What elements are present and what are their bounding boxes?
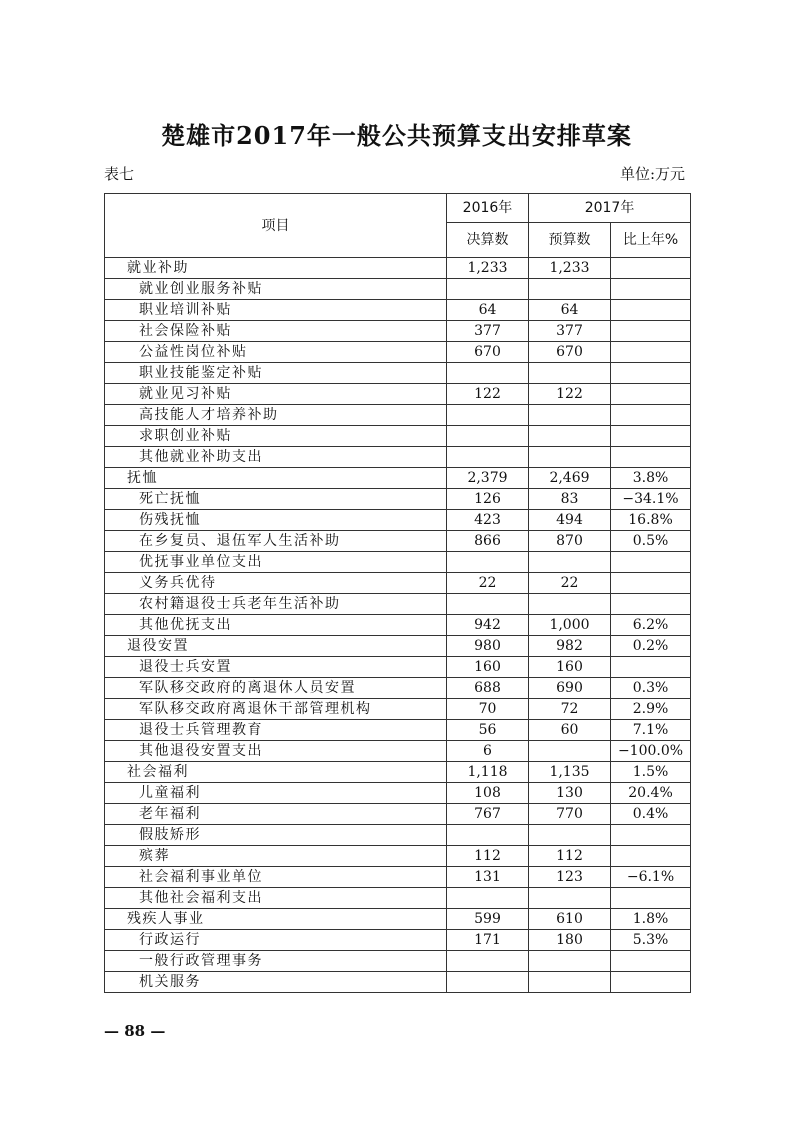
- row-change-pct: −100.0%: [611, 741, 691, 762]
- header-budget: 预算数: [529, 223, 611, 258]
- row-change-pct: 1.8%: [611, 909, 691, 930]
- row-budget-2017: 83: [529, 489, 611, 510]
- table-row: [105, 951, 691, 972]
- row-change-pct: 0.3%: [611, 678, 691, 699]
- row-budget-2017: [529, 972, 611, 993]
- table-row: [105, 972, 691, 993]
- table-row: [105, 657, 691, 678]
- row-actual-2016: 1,233: [447, 258, 529, 279]
- row-name: 机关服务: [105, 972, 447, 993]
- row-budget-2017: [529, 405, 611, 426]
- table-row: [105, 258, 691, 279]
- table-row: [105, 720, 691, 741]
- header-2016: 2016年: [447, 194, 529, 223]
- row-actual-2016: [447, 594, 529, 615]
- row-budget-2017: 1,135: [529, 762, 611, 783]
- table-row: [105, 804, 691, 825]
- table-row: [105, 384, 691, 405]
- row-budget-2017: [529, 363, 611, 384]
- header-item: 项目: [105, 194, 447, 258]
- row-budget-2017: 112: [529, 846, 611, 867]
- row-actual-2016: [447, 972, 529, 993]
- row-change-pct: [611, 552, 691, 573]
- row-budget-2017: 377: [529, 321, 611, 342]
- row-actual-2016: 377: [447, 321, 529, 342]
- header-actual: 决算数: [447, 223, 529, 258]
- row-actual-2016: [447, 825, 529, 846]
- row-name: 求职创业补贴: [105, 426, 447, 447]
- row-actual-2016: [447, 888, 529, 909]
- row-budget-2017: 870: [529, 531, 611, 552]
- row-actual-2016: 56: [447, 720, 529, 741]
- table-row: [105, 888, 691, 909]
- row-budget-2017: [529, 279, 611, 300]
- row-budget-2017: 180: [529, 930, 611, 951]
- row-name: 职业技能鉴定补贴: [105, 363, 447, 384]
- row-budget-2017: 123: [529, 867, 611, 888]
- row-budget-2017: 982: [529, 636, 611, 657]
- row-actual-2016: 599: [447, 909, 529, 930]
- row-budget-2017: 60: [529, 720, 611, 741]
- table-row: [105, 552, 691, 573]
- row-budget-2017: [529, 825, 611, 846]
- row-budget-2017: 64: [529, 300, 611, 321]
- row-change-pct: 6.2%: [611, 615, 691, 636]
- row-change-pct: [611, 300, 691, 321]
- row-budget-2017: 770: [529, 804, 611, 825]
- table-row: [105, 279, 691, 300]
- row-actual-2016: 64: [447, 300, 529, 321]
- row-change-pct: [611, 321, 691, 342]
- table-row: [105, 342, 691, 363]
- row-name: 退役士兵安置: [105, 657, 447, 678]
- table-row: [105, 825, 691, 846]
- table-number: 表七: [104, 165, 135, 183]
- row-actual-2016: 866: [447, 531, 529, 552]
- row-actual-2016: [447, 363, 529, 384]
- row-actual-2016: 22: [447, 573, 529, 594]
- row-name: 假肢矫形: [105, 825, 447, 846]
- row-actual-2016: [447, 951, 529, 972]
- row-name: 老年福利: [105, 804, 447, 825]
- row-name: 就业创业服务补贴: [105, 279, 447, 300]
- row-budget-2017: 690: [529, 678, 611, 699]
- row-name: 残疾人事业: [105, 909, 447, 930]
- row-budget-2017: [529, 951, 611, 972]
- row-actual-2016: 980: [447, 636, 529, 657]
- row-change-pct: 20.4%: [611, 783, 691, 804]
- row-budget-2017: 72: [529, 699, 611, 720]
- row-change-pct: 7.1%: [611, 720, 691, 741]
- row-change-pct: [611, 972, 691, 993]
- table-row: [105, 909, 691, 930]
- row-change-pct: 0.5%: [611, 531, 691, 552]
- row-change-pct: [611, 573, 691, 594]
- table-row: [105, 867, 691, 888]
- row-name: 社会福利事业单位: [105, 867, 447, 888]
- page-number: — 88 —: [104, 1022, 166, 1040]
- row-change-pct: [611, 594, 691, 615]
- row-actual-2016: 942: [447, 615, 529, 636]
- row-change-pct: −34.1%: [611, 489, 691, 510]
- row-name: 伤残抚恤: [105, 510, 447, 531]
- row-name: 军队移交政府的离退休人员安置: [105, 678, 447, 699]
- row-change-pct: [611, 888, 691, 909]
- row-change-pct: 3.8%: [611, 468, 691, 489]
- row-budget-2017: 670: [529, 342, 611, 363]
- row-change-pct: 0.4%: [611, 804, 691, 825]
- row-change-pct: [611, 384, 691, 405]
- row-change-pct: −6.1%: [611, 867, 691, 888]
- row-name: 优抚事业单位支出: [105, 552, 447, 573]
- row-change-pct: 0.2%: [611, 636, 691, 657]
- row-change-pct: [611, 258, 691, 279]
- row-budget-2017: 610: [529, 909, 611, 930]
- row-change-pct: 5.3%: [611, 930, 691, 951]
- row-name: 儿童福利: [105, 783, 447, 804]
- table-row: [105, 594, 691, 615]
- row-name: 其他社会福利支出: [105, 888, 447, 909]
- row-budget-2017: [529, 426, 611, 447]
- row-budget-2017: 130: [529, 783, 611, 804]
- row-budget-2017: [529, 741, 611, 762]
- table-row: [105, 426, 691, 447]
- row-actual-2016: 131: [447, 867, 529, 888]
- budget-table: [104, 193, 691, 993]
- row-actual-2016: 108: [447, 783, 529, 804]
- table-row: [105, 930, 691, 951]
- row-change-pct: 16.8%: [611, 510, 691, 531]
- table-row: [105, 321, 691, 342]
- row-actual-2016: [447, 552, 529, 573]
- row-change-pct: 1.5%: [611, 762, 691, 783]
- table-row: [105, 447, 691, 468]
- row-actual-2016: 423: [447, 510, 529, 531]
- row-name: 农村籍退役士兵老年生活补助: [105, 594, 447, 615]
- row-name: 退役安置: [105, 636, 447, 657]
- row-name: 其他就业补助支出: [105, 447, 447, 468]
- row-actual-2016: 126: [447, 489, 529, 510]
- row-actual-2016: [447, 405, 529, 426]
- row-name: 就业补助: [105, 258, 447, 279]
- row-name: 义务兵优待: [105, 573, 447, 594]
- row-change-pct: [611, 363, 691, 384]
- row-change-pct: [611, 951, 691, 972]
- row-actual-2016: 122: [447, 384, 529, 405]
- table-row: [105, 300, 691, 321]
- row-name: 行政运行: [105, 930, 447, 951]
- header-compare: 比上年%: [611, 223, 691, 258]
- table-row: [105, 636, 691, 657]
- row-change-pct: [611, 405, 691, 426]
- row-actual-2016: 2,379: [447, 468, 529, 489]
- row-name: 就业见习补贴: [105, 384, 447, 405]
- row-name: 社会保险补贴: [105, 321, 447, 342]
- row-name: 其他优抚支出: [105, 615, 447, 636]
- unit-label: 单位:万元: [619, 165, 685, 183]
- table-row: [105, 468, 691, 489]
- table-row: [105, 363, 691, 384]
- row-actual-2016: 670: [447, 342, 529, 363]
- row-change-pct: [611, 657, 691, 678]
- table-row: [105, 489, 691, 510]
- row-change-pct: 2.9%: [611, 699, 691, 720]
- row-actual-2016: 70: [447, 699, 529, 720]
- row-budget-2017: [529, 594, 611, 615]
- table-row: [105, 615, 691, 636]
- row-budget-2017: 2,469: [529, 468, 611, 489]
- row-budget-2017: 22: [529, 573, 611, 594]
- row-change-pct: [611, 846, 691, 867]
- row-budget-2017: 1,233: [529, 258, 611, 279]
- row-actual-2016: 160: [447, 657, 529, 678]
- row-change-pct: [611, 447, 691, 468]
- row-name: 在乡复员、退伍军人生活补助: [105, 531, 447, 552]
- row-name: 殡葬: [105, 846, 447, 867]
- row-change-pct: [611, 342, 691, 363]
- row-budget-2017: 122: [529, 384, 611, 405]
- row-name: 其他退役安置支出: [105, 741, 447, 762]
- row-name: 一般行政管理事务: [105, 951, 447, 972]
- table-row: [105, 741, 691, 762]
- row-actual-2016: 171: [447, 930, 529, 951]
- row-name: 退役士兵管理教育: [105, 720, 447, 741]
- row-name: 社会福利: [105, 762, 447, 783]
- row-actual-2016: 767: [447, 804, 529, 825]
- row-budget-2017: [529, 888, 611, 909]
- row-actual-2016: [447, 279, 529, 300]
- table-row: [105, 762, 691, 783]
- row-change-pct: [611, 825, 691, 846]
- row-actual-2016: [447, 426, 529, 447]
- row-budget-2017: 494: [529, 510, 611, 531]
- row-budget-2017: 160: [529, 657, 611, 678]
- row-actual-2016: 6: [447, 741, 529, 762]
- table-row: [105, 783, 691, 804]
- table-row: [105, 510, 691, 531]
- row-name: 死亡抚恤: [105, 489, 447, 510]
- table-row: [105, 531, 691, 552]
- table-row: [105, 699, 691, 720]
- table-row: [105, 573, 691, 594]
- row-name: 职业培训补贴: [105, 300, 447, 321]
- row-name: 抚恤: [105, 468, 447, 489]
- row-name: 高技能人才培养补助: [105, 405, 447, 426]
- row-actual-2016: 688: [447, 678, 529, 699]
- row-actual-2016: 112: [447, 846, 529, 867]
- row-actual-2016: [447, 447, 529, 468]
- row-change-pct: [611, 279, 691, 300]
- row-budget-2017: [529, 447, 611, 468]
- row-change-pct: [611, 426, 691, 447]
- document-title: 楚雄市2017年一般公共预算支出安排草案: [161, 121, 632, 150]
- row-budget-2017: 1,000: [529, 615, 611, 636]
- header-2017: 2017年: [529, 194, 691, 223]
- row-name: 公益性岗位补贴: [105, 342, 447, 363]
- table-body: [105, 258, 691, 993]
- table-row: [105, 846, 691, 867]
- row-actual-2016: 1,118: [447, 762, 529, 783]
- table-row: [105, 405, 691, 426]
- row-budget-2017: [529, 552, 611, 573]
- row-name: 军队移交政府离退休干部管理机构: [105, 699, 447, 720]
- table-row: [105, 678, 691, 699]
